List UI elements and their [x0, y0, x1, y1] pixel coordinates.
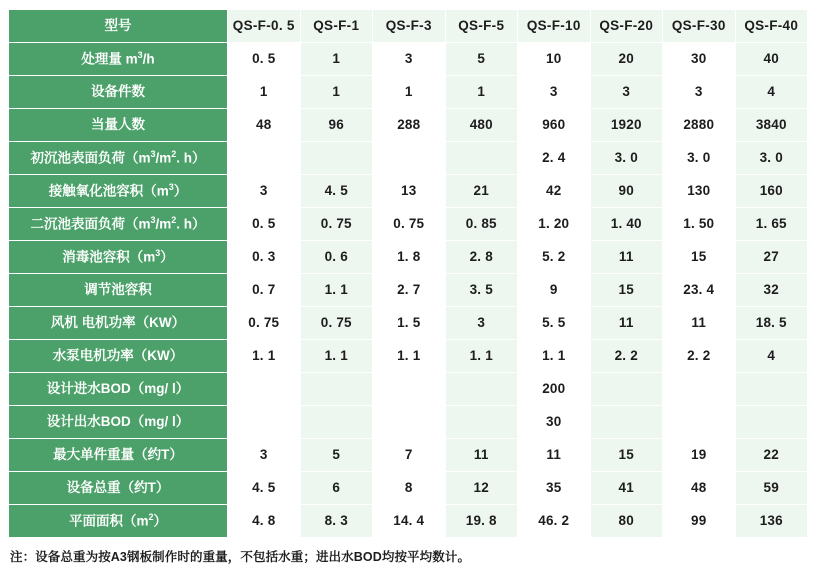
data-cell: 4. 5 — [300, 175, 373, 208]
data-cell: 32 — [735, 274, 808, 307]
data-cell: 1. 8 — [373, 241, 446, 274]
data-cell: 19. 8 — [445, 505, 518, 538]
data-cell: 11 — [445, 439, 518, 472]
data-cell: 0. 5 — [228, 208, 301, 241]
data-cell: 10 — [518, 43, 591, 76]
data-cell: 42 — [518, 175, 591, 208]
data-cell: 1 — [300, 43, 373, 76]
data-cell: 2880 — [663, 109, 736, 142]
data-cell: 11 — [590, 307, 663, 340]
data-cell: 1. 50 — [663, 208, 736, 241]
data-cell: 960 — [518, 109, 591, 142]
data-cell: 4. 8 — [228, 505, 301, 538]
data-cell: 4 — [735, 76, 808, 109]
header-cell-model-3: QS-F-3 — [373, 10, 446, 43]
row-label: 接触氧化池容积$(m^3)$ — [9, 175, 228, 208]
data-cell — [373, 373, 446, 406]
data-cell: 4 — [735, 340, 808, 373]
table-row — [9, 472, 808, 505]
header-cell-model-6: QS-F-20 — [590, 10, 663, 43]
data-cell: 3. 0 — [663, 142, 736, 175]
specification-table — [8, 9, 808, 538]
data-cell: 3 — [228, 175, 301, 208]
data-cell: 22 — [735, 439, 808, 472]
table-note: 注：设备总重为按A3钢板制作时的重量，不包括水重；进出水BOD均按平均数计。 — [10, 550, 471, 564]
data-cell: 3 — [518, 76, 591, 109]
data-cell: 3 — [373, 43, 446, 76]
data-cell: 136 — [735, 505, 808, 538]
row-label: 调节池容积 — [9, 274, 228, 307]
row-label: 处理量 $m^3/h$ — [9, 43, 228, 76]
data-cell: 19 — [663, 439, 736, 472]
header-cell-label: 型号 — [9, 10, 228, 43]
data-cell: 8 — [373, 472, 446, 505]
data-cell — [300, 142, 373, 175]
data-cell: 3 — [663, 76, 736, 109]
data-cell: 1 — [300, 76, 373, 109]
data-cell: 0. 75 — [228, 307, 301, 340]
data-cell: 5 — [445, 43, 518, 76]
data-cell — [663, 406, 736, 439]
data-cell — [373, 406, 446, 439]
data-cell: 160 — [735, 175, 808, 208]
data-cell: 1. 65 — [735, 208, 808, 241]
row-label: 当量人数 — [9, 109, 228, 142]
data-cell: 1 — [228, 76, 301, 109]
data-cell: 1 — [373, 76, 446, 109]
data-cell: 48 — [663, 472, 736, 505]
data-cell: 20 — [590, 43, 663, 76]
row-label: 设备总重（约T） — [9, 472, 228, 505]
data-cell: 2. 2 — [590, 340, 663, 373]
data-cell: 46. 2 — [518, 505, 591, 538]
data-cell: 12 — [445, 472, 518, 505]
table-row — [9, 142, 808, 175]
data-cell — [445, 406, 518, 439]
header-cell-model-2: QS-F-1 — [300, 10, 373, 43]
data-cell: 40 — [735, 43, 808, 76]
table-header — [9, 10, 808, 43]
data-cell: 2. 7 — [373, 274, 446, 307]
row-label: 设计进水BOD（mg/ l） — [9, 373, 228, 406]
data-cell: 1. 1 — [300, 340, 373, 373]
data-cell: 9 — [518, 274, 591, 307]
data-cell: 99 — [663, 505, 736, 538]
data-cell: 11 — [590, 241, 663, 274]
data-cell: 2. 8 — [445, 241, 518, 274]
row-label: 二沉池表面负荷（$m^3/m^2$. h） — [9, 208, 228, 241]
row-label: 初沉池表面负荷（$m^3/m^2$. h） — [9, 142, 228, 175]
header-cell-model-7: QS-F-30 — [663, 10, 736, 43]
data-cell: 0. 75 — [300, 307, 373, 340]
data-cell: 18. 5 — [735, 307, 808, 340]
data-cell: 3 — [445, 307, 518, 340]
data-cell — [590, 373, 663, 406]
data-cell: 59 — [735, 472, 808, 505]
data-cell: 0. 3 — [228, 241, 301, 274]
data-cell: 0. 75 — [373, 208, 446, 241]
data-cell: 2. 4 — [518, 142, 591, 175]
data-cell: 1 — [445, 76, 518, 109]
data-cell: 3. 0 — [735, 142, 808, 175]
row-label: 平面面积$(m^2)$ — [9, 505, 228, 538]
table-row — [9, 505, 808, 538]
data-cell: 48 — [228, 109, 301, 142]
data-cell — [735, 406, 808, 439]
data-cell: 96 — [300, 109, 373, 142]
data-cell — [373, 142, 446, 175]
data-cell: 0. 85 — [445, 208, 518, 241]
data-cell: 1. 20 — [518, 208, 591, 241]
data-cell: 11 — [518, 439, 591, 472]
data-cell: 4. 5 — [228, 472, 301, 505]
data-cell: 1. 1 — [300, 274, 373, 307]
data-cell: 15 — [663, 241, 736, 274]
data-cell: 15 — [590, 274, 663, 307]
data-cell: 1. 1 — [228, 340, 301, 373]
data-cell: 7 — [373, 439, 446, 472]
data-cell — [445, 373, 518, 406]
data-cell: 41 — [590, 472, 663, 505]
data-cell: 5. 2 — [518, 241, 591, 274]
data-cell: 480 — [445, 109, 518, 142]
data-cell: 21 — [445, 175, 518, 208]
data-cell: 6 — [300, 472, 373, 505]
data-cell: 3840 — [735, 109, 808, 142]
table-row — [9, 274, 808, 307]
data-cell: 0. 75 — [300, 208, 373, 241]
data-cell: 1. 1 — [445, 340, 518, 373]
data-cell: 0. 6 — [300, 241, 373, 274]
header-cell-model-4: QS-F-5 — [445, 10, 518, 43]
header-cell-model-5: QS-F-10 — [518, 10, 591, 43]
data-cell: 200 — [518, 373, 591, 406]
data-cell: 5 — [300, 439, 373, 472]
row-label: 设备件数 — [9, 76, 228, 109]
table-row — [9, 241, 808, 274]
table-row — [9, 439, 808, 472]
table-header-row — [9, 10, 808, 43]
data-cell — [735, 373, 808, 406]
data-cell: 23. 4 — [663, 274, 736, 307]
data-cell: 3 — [590, 76, 663, 109]
row-label: 消毒池容积$(m^3)$ — [9, 241, 228, 274]
data-cell — [300, 406, 373, 439]
data-cell: 80 — [590, 505, 663, 538]
table-row — [9, 340, 808, 373]
data-cell: 3 — [228, 439, 301, 472]
table-row — [9, 43, 808, 76]
row-label: 最大单件重量（约T） — [9, 439, 228, 472]
header-cell-model-1: QS-F-0. 5 — [228, 10, 301, 43]
table-row — [9, 373, 808, 406]
data-cell: 35 — [518, 472, 591, 505]
data-cell: 14. 4 — [373, 505, 446, 538]
data-cell: 2. 2 — [663, 340, 736, 373]
data-cell: 1. 1 — [373, 340, 446, 373]
data-cell: 13 — [373, 175, 446, 208]
data-cell: 0. 5 — [228, 43, 301, 76]
table-body — [9, 43, 808, 538]
data-cell — [228, 406, 301, 439]
data-cell: 1920 — [590, 109, 663, 142]
data-cell — [445, 142, 518, 175]
data-cell: 0. 7 — [228, 274, 301, 307]
data-cell: 8. 3 — [300, 505, 373, 538]
data-cell: 15 — [590, 439, 663, 472]
data-cell: 288 — [373, 109, 446, 142]
table-row — [9, 109, 808, 142]
data-cell: 1. 40 — [590, 208, 663, 241]
data-cell — [228, 142, 301, 175]
data-cell — [300, 373, 373, 406]
data-cell: 3. 5 — [445, 274, 518, 307]
data-cell: 5. 5 — [518, 307, 591, 340]
header-cell-model-8: QS-F-40 — [735, 10, 808, 43]
data-cell: 130 — [663, 175, 736, 208]
data-cell — [590, 406, 663, 439]
data-cell: 30 — [663, 43, 736, 76]
data-cell: 27 — [735, 241, 808, 274]
table-row — [9, 307, 808, 340]
row-label: 设计出水BOD（mg/ l） — [9, 406, 228, 439]
data-cell: 3. 0 — [590, 142, 663, 175]
data-cell: 90 — [590, 175, 663, 208]
data-cell: 11 — [663, 307, 736, 340]
data-cell: 1. 5 — [373, 307, 446, 340]
data-cell: 1. 1 — [518, 340, 591, 373]
row-label: 水泵电机功率（KW） — [9, 340, 228, 373]
table-row — [9, 208, 808, 241]
table-row — [9, 406, 808, 439]
row-label: 风机 电机功率（KW） — [9, 307, 228, 340]
data-cell — [663, 373, 736, 406]
table-row — [9, 175, 808, 208]
data-cell — [228, 373, 301, 406]
data-cell: 30 — [518, 406, 591, 439]
table-row — [9, 76, 808, 109]
